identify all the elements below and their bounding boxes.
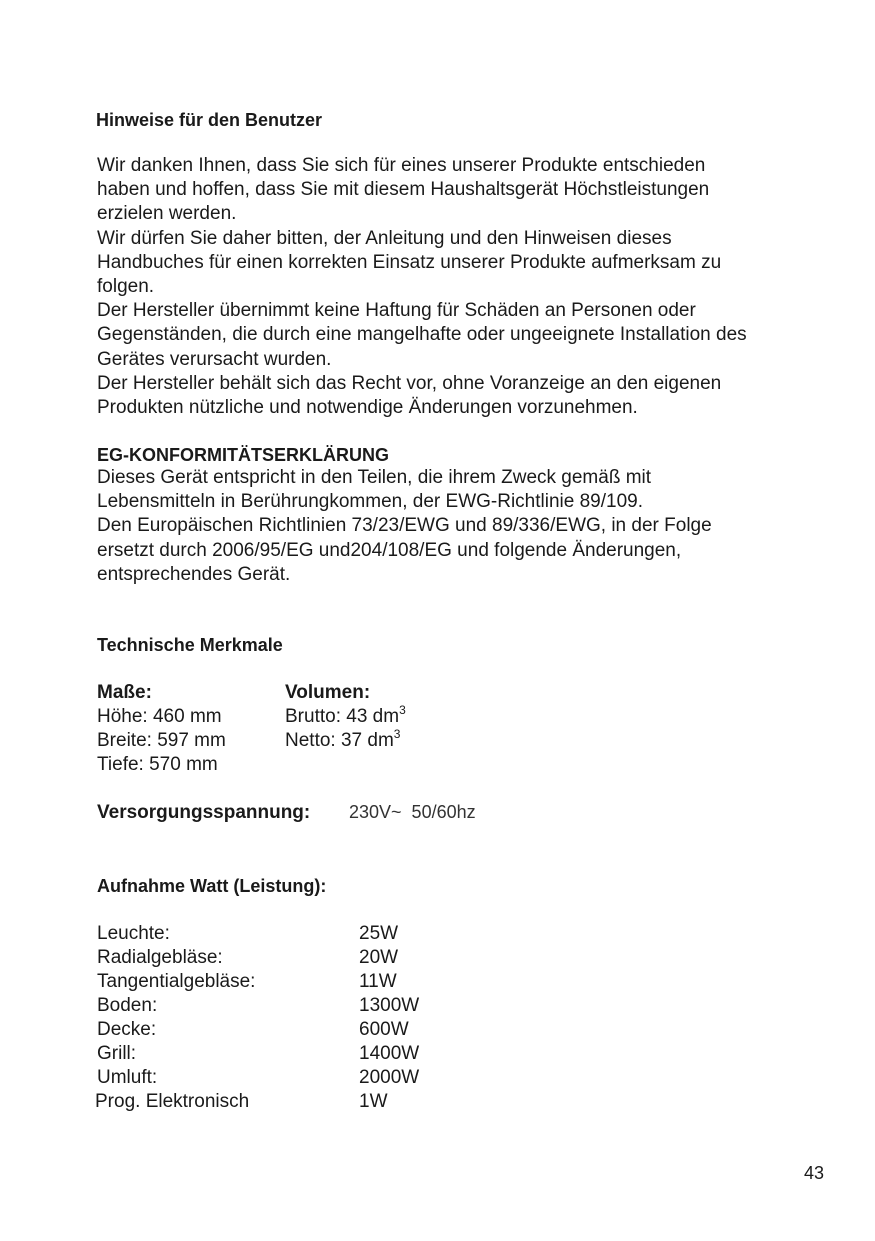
power-item-value: 1400W xyxy=(359,1043,420,1064)
technical-heading: Technische Merkmale xyxy=(97,635,283,655)
supply-label: Versorgungsspannung: xyxy=(97,802,311,823)
power-item-value: 2000W xyxy=(359,1067,420,1088)
user-notes-line: Gerätes verursacht wurden. xyxy=(97,348,332,370)
power-item-label: Decke: xyxy=(97,1019,157,1040)
dimension-width: Breite: 597 mm xyxy=(97,730,226,751)
volume-label: Volumen: xyxy=(285,682,371,703)
volume-net-text: Netto: 37 dm xyxy=(285,730,394,751)
user-notes-heading: Hinweise für den Benutzer xyxy=(96,110,323,130)
user-notes-line: erzielen werden. xyxy=(97,203,237,225)
power-item-label: Umluft: xyxy=(97,1067,158,1088)
conformity-line: Lebensmitteln in Berührungkommen, der EWG-Richtlinie 89/109. xyxy=(97,491,643,513)
user-notes-line: Der Hersteller übernimmt keine Haftung für Schäden an Personen oder xyxy=(97,300,696,322)
conformity-line: Dieses Gerät entspricht in den Teilen, die ihrem Zweck gemäß mit xyxy=(97,467,652,488)
user-notes-line: Wir dürfen Sie daher bitten, der Anleitung und den Hinweisen dieses xyxy=(97,227,672,249)
conformity-heading: EG-KONFORMITÄTSERKLÄRUNG xyxy=(97,445,389,465)
dimension-depth: Tiefe: 570 mm xyxy=(97,754,218,775)
power-item-value: 11W xyxy=(359,971,397,992)
user-notes-line: Gegenständen, die durch eine mangelhafte oder ungeeignete Installation des xyxy=(97,324,747,346)
user-notes-line: Produkten nützliche und notwendige Änderungen vorzunehmen. xyxy=(97,397,638,419)
user-notes-line: folgen. xyxy=(97,276,155,298)
power-item-value: 1W xyxy=(359,1091,388,1112)
user-notes-line: Der Hersteller behält sich das Recht vor, ohne Voranzeige an den eigenen xyxy=(97,372,722,394)
power-item-label: Tangentialgebläse: xyxy=(97,971,256,992)
power-item-value: 600W xyxy=(359,1019,409,1040)
page-number: 43 xyxy=(804,1163,825,1183)
user-notes-paragraph xyxy=(97,154,827,420)
volume-gross-text: Brutto: 43 dm xyxy=(285,706,400,727)
power-item-label: Leuchte: xyxy=(97,923,170,944)
user-notes-line: Handbuches für einen korrekten Einsatz unserer Produkte aufmerksam zu xyxy=(97,251,722,273)
power-heading: Aufnahme Watt (Leistung): xyxy=(97,876,327,896)
supply-value: 230V~ 50/60hz xyxy=(349,802,476,822)
conformity-line: entsprechendes Gerät. xyxy=(97,563,291,585)
user-notes-line: haben und hoffen, dass Sie mit diesem Haushaltsgerät Höchstleistungen xyxy=(97,179,710,201)
volume-gross xyxy=(285,705,406,729)
unit-exponent: 3 xyxy=(399,703,406,717)
power-item-label: Radialgebläse: xyxy=(97,947,223,968)
conformity-paragraph xyxy=(97,466,827,587)
dimension-height: Höhe: 460 mm xyxy=(97,706,222,727)
user-notes-line: Wir danken Ihnen, dass Sie sich für eines unserer Produkte entschieden xyxy=(97,155,706,176)
power-item-label: Grill: xyxy=(97,1043,137,1064)
power-item-value: 20W xyxy=(359,947,399,968)
power-item-label: Boden: xyxy=(97,995,158,1016)
unit-exponent: 3 xyxy=(393,727,401,741)
power-item-value: 1300W xyxy=(359,995,420,1016)
power-item-value: 25W xyxy=(359,923,399,944)
volume-net xyxy=(285,729,400,753)
dimensions-label: Maße: xyxy=(97,682,152,703)
conformity-line: ersetzt durch 2006/95/EG und204/108/EG und folgende Änderungen, xyxy=(97,539,682,561)
conformity-line: Den Europäischen Richtlinien 73/23/EWG und 89/336/EWG, in der Folge xyxy=(97,515,712,537)
power-item-label: Prog. Elektronisch xyxy=(95,1091,250,1112)
